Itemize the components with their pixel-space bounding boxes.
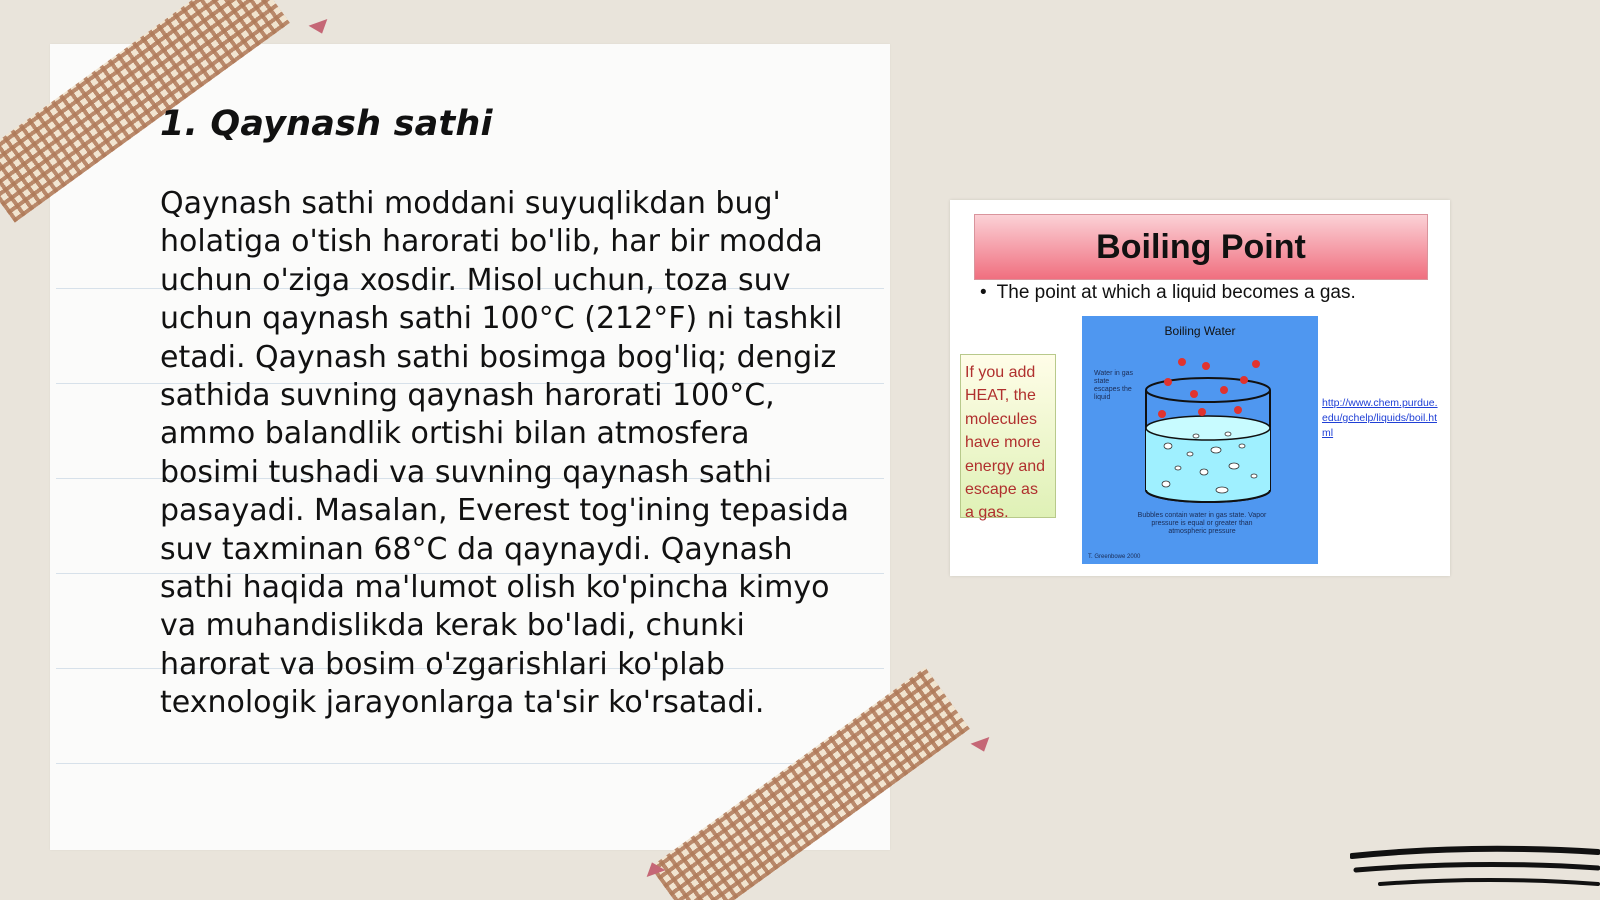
slide-body-text: Qaynash sathi moddani suyuqlikdan bug' holatiga o'tish harorati bo'lib, har bir modda uchun o'ziga xosdir. Misol uchun, toza suv uchun qaynash sathi 100°C (212°F) ni tashkil etadi. Qaynash sathi bosimga bog'liq; dengiz sathida suvning qaynash harorati 100°C, ammo balandlik ortishi bilan atmosfera bosimi tushadi va suvning qaynash sathi pasayadi. Masalan, Everest tog'ining tepasida suv taxminan 68°C da qaynaydi. Qaynash sathi haqida ma'lumot olish ko'pincha kimyo va muhandislikda kerak bo'ladi, chunki harorat va bosim o'zgarishlari ko'plab texnologik jarayonlarga ta'sir ko'rsatadi.: [160, 186, 850, 721]
diagram-caption: Bubbles contain water in gas state. Vapor pressure is equal or greater than atmospheric pressure: [1137, 512, 1267, 535]
heat-note: If you add HEAT, the molecules have more energy and escape as a gas.: [960, 354, 1056, 518]
slide-title: 1. Qaynash sathi: [160, 104, 493, 144]
diagram-side-label: Water in gas state escapes the liquid: [1094, 370, 1134, 401]
boiling-point-image: [950, 200, 1450, 576]
brush-stroke-icon: [1350, 840, 1600, 900]
boiling-water-diagram: [1082, 316, 1318, 564]
image-bullet-text: The point at which a liquid becomes a gas.: [996, 282, 1356, 303]
tape-corner-icon: [971, 737, 994, 755]
image-bullet: [980, 282, 1356, 304]
paper-rule: [56, 763, 884, 764]
beaker-icon: [1138, 350, 1278, 510]
tape-corner-icon: [309, 19, 332, 37]
diagram-title: Boiling Water: [1164, 324, 1236, 338]
diagram-credit: T. Greenbowe 2000: [1088, 554, 1141, 560]
bullet-dot-icon: •: [980, 282, 987, 303]
image-heading: Boiling Point: [974, 214, 1428, 280]
source-link[interactable]: http://www.chem.purdue.edu/gchelp/liquids/boil.html: [1322, 397, 1438, 439]
